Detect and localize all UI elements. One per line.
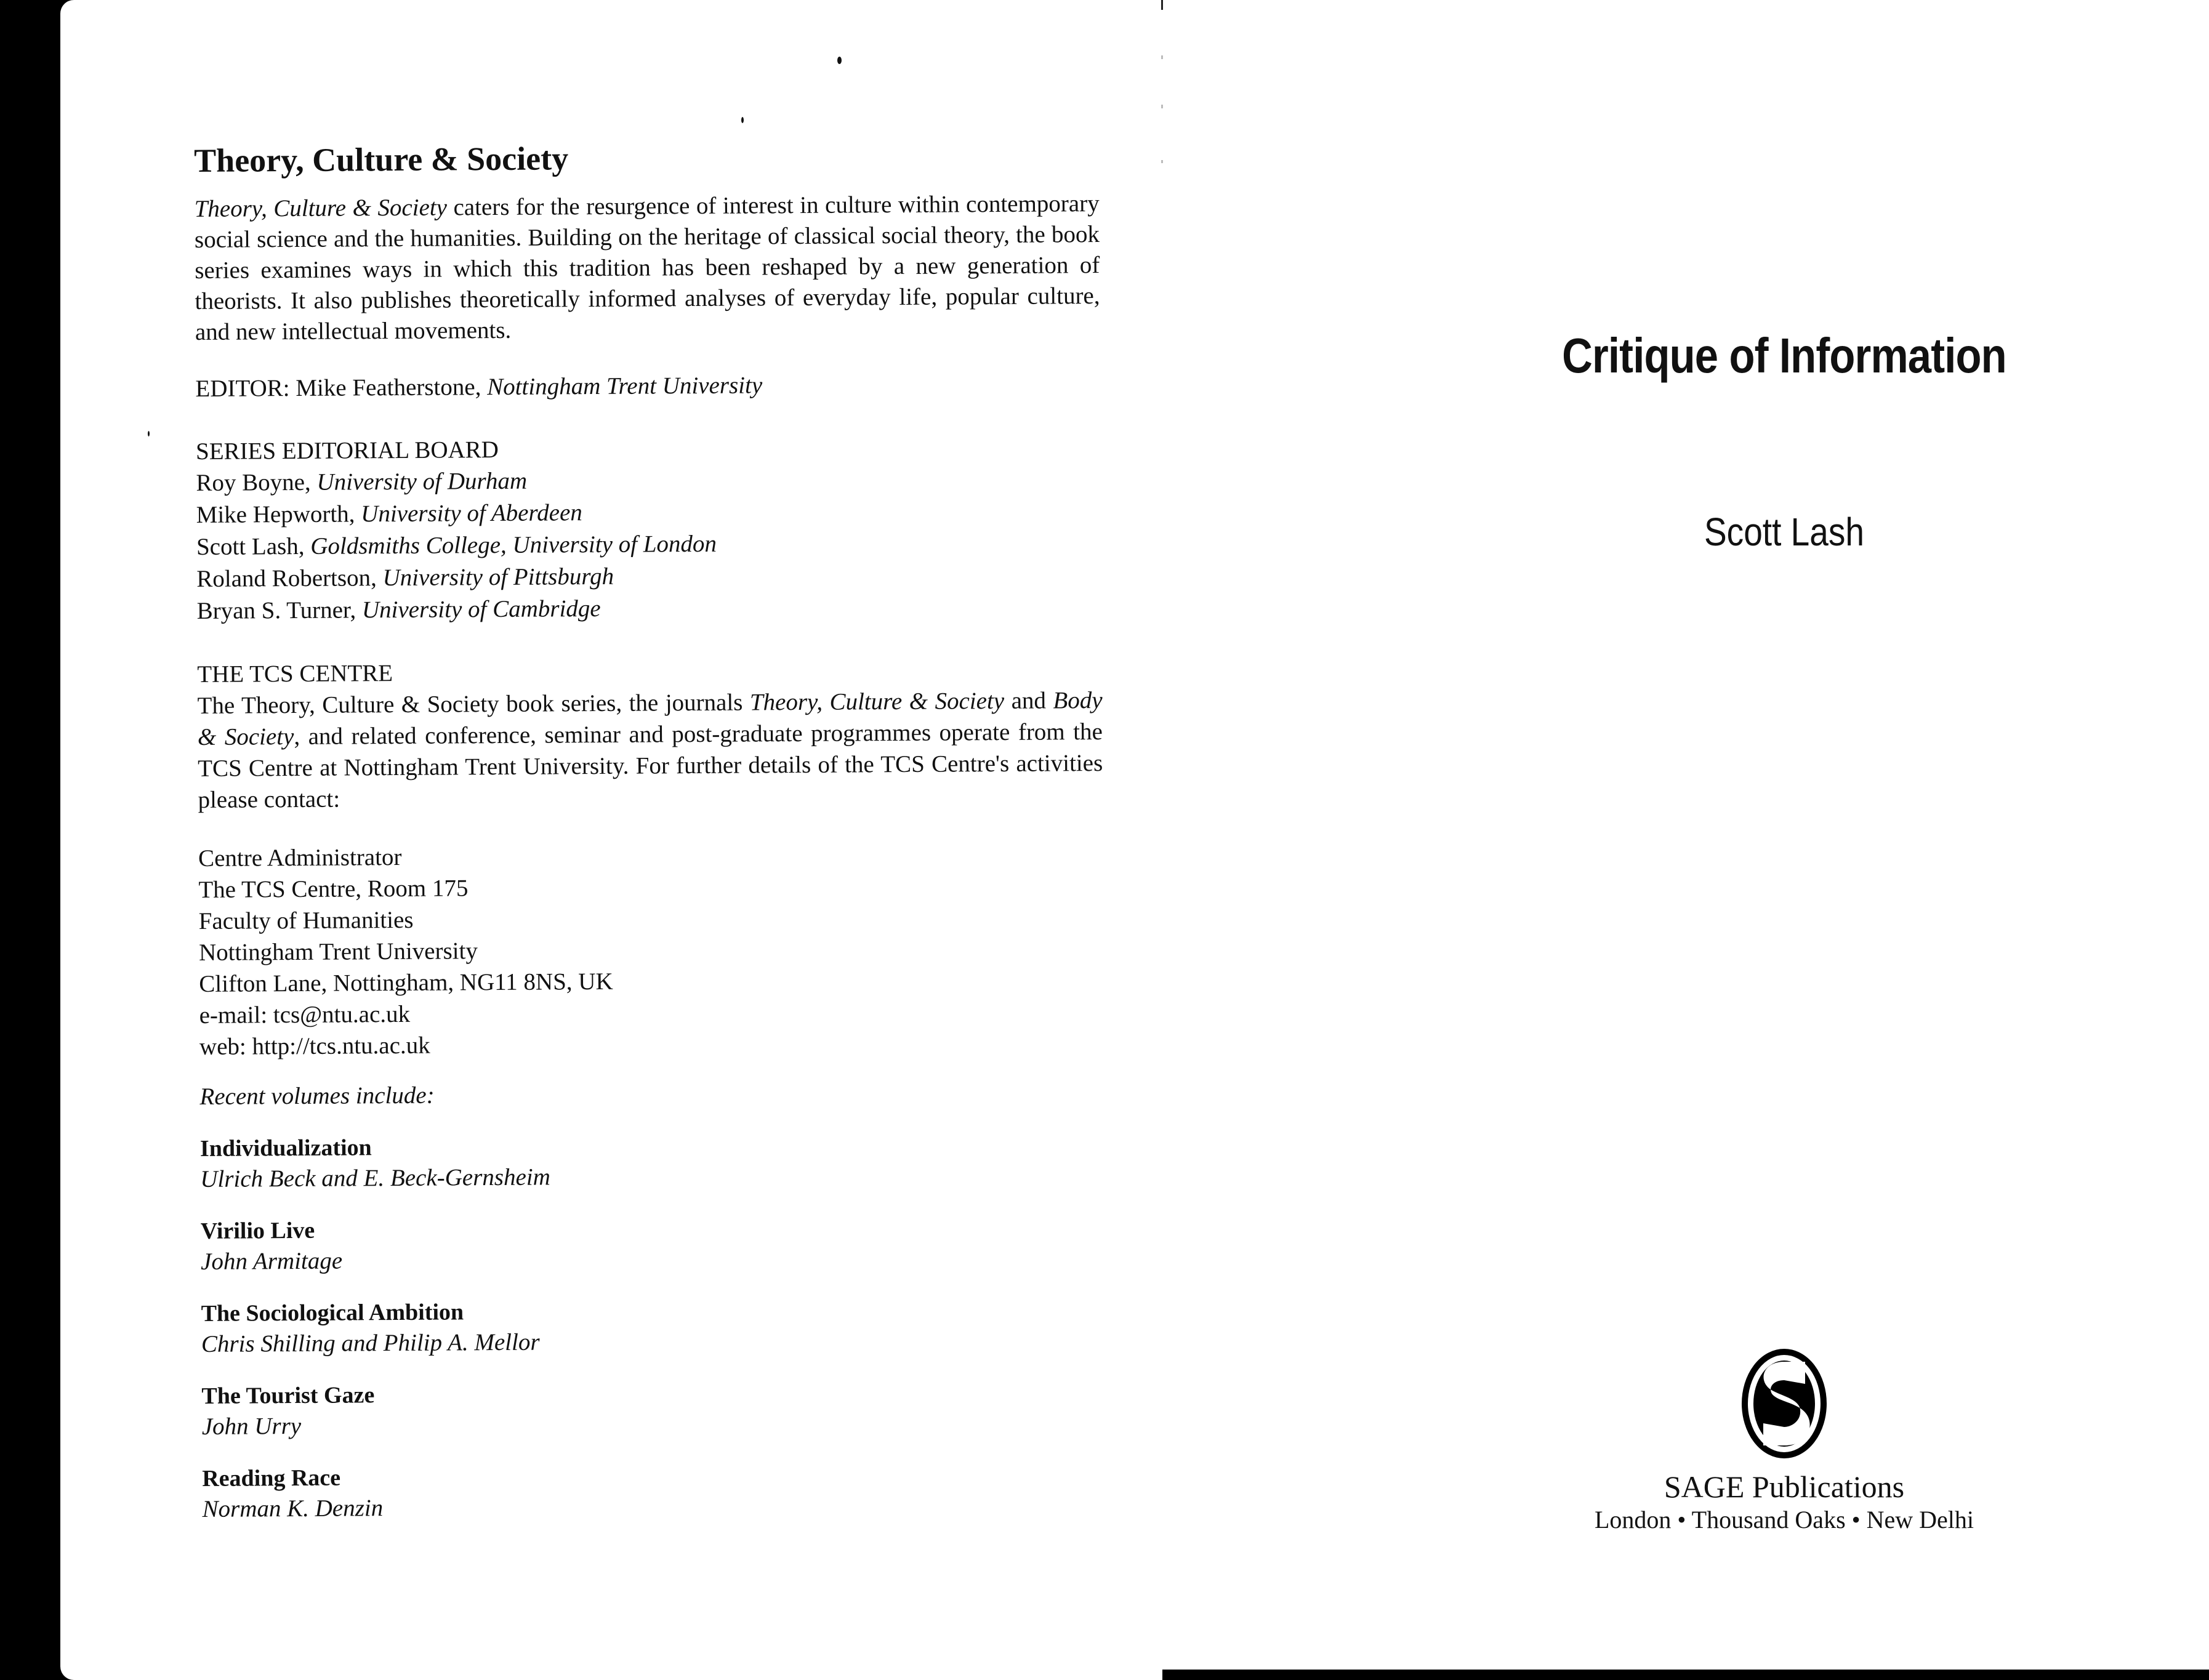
journal-title: Theory, Culture & Society <box>749 688 1005 716</box>
member-name: Mike Hepworth, <box>196 500 361 529</box>
volume-entry <box>201 1375 1107 1442</box>
sage-s-logo-icon <box>1741 1348 1827 1459</box>
volume-author: John Armitage <box>200 1247 343 1276</box>
board-member <box>196 558 1101 595</box>
blurb-italic-lead: Theory, Culture & Society <box>194 194 448 223</box>
book-title: Critique of Information <box>1562 328 2006 383</box>
board-list <box>196 462 1102 627</box>
blurb-text: caters for the resurgence of interest in culture within contemporary social science and the humanities. Building on the heritage of classical social theory, the book series examines ways in which this tradition has been reshaped by a new generation of theorists. It also publishes theoretically informed analyses of everyday life, popular culture, and new intellectual movements. <box>194 190 1100 346</box>
volume-title: The Tourist Gaze <box>201 1382 375 1410</box>
gutter-mark <box>1161 0 1163 10</box>
publisher-cities: London • Thousand Oaks • New Delhi <box>1594 1506 1974 1533</box>
publisher-name: SAGE Publications <box>1664 1469 1905 1504</box>
editor-line <box>195 368 1100 404</box>
member-name: Roland Robertson, <box>196 565 383 593</box>
volume-author: Ulrich Beck and E. Beck-Gernsheim <box>200 1164 550 1193</box>
scan-speck <box>837 57 842 64</box>
member-institution: University of Cambridge <box>361 595 601 624</box>
web-line: web: http://tcs.ntu.ac.uk <box>199 1032 430 1061</box>
address-line: Clifton Lane, Nottingham, NG11 8NS, UK <box>199 968 613 998</box>
editor-label: EDITOR: Mike Featherstone, <box>195 374 488 403</box>
volume-entry <box>201 1210 1106 1277</box>
board-member <box>196 494 1101 531</box>
gutter-mark <box>1161 160 1163 163</box>
board-member <box>196 526 1101 563</box>
member-institution: Goldsmiths College, University of London <box>310 531 717 560</box>
volume-entry <box>202 1458 1108 1525</box>
centre-text-1: The Theory, Culture & Society book series, the journals <box>197 689 750 720</box>
volume-title: Reading Race <box>202 1465 341 1492</box>
member-institution: University of Aberdeen <box>361 499 582 528</box>
left-page <box>194 137 1108 1525</box>
gutter-mark <box>1161 105 1163 108</box>
volume-title: Individualization <box>199 1135 372 1162</box>
gutter-mark <box>1161 55 1163 59</box>
scan-edge-shadow <box>1162 1670 2209 1680</box>
board-member <box>196 590 1101 627</box>
member-name: Scott Lash, <box>196 533 311 561</box>
volume-author: Norman K. Denzin <box>202 1495 384 1523</box>
board-heading: SERIES EDITORIAL BOARD <box>195 436 499 465</box>
address-line: Centre Administrator <box>198 844 402 872</box>
centre-description <box>197 685 1103 816</box>
journal-title: Body & Society <box>197 687 1103 751</box>
scan-speck <box>741 117 744 123</box>
volume-title: The Sociological Ambition <box>201 1299 464 1327</box>
contact-address <box>198 837 1104 1063</box>
board-member <box>196 462 1101 499</box>
volume-entry <box>200 1128 1106 1195</box>
address-line: Nottingham Trent University <box>198 938 478 967</box>
member-institution: University of Durham <box>316 468 528 496</box>
publisher-block <box>1476 1348 2092 1535</box>
member-name: Bryan S. Turner, <box>196 597 363 625</box>
series-blurb <box>195 188 1100 348</box>
address-line: The TCS Centre, Room 175 <box>198 875 469 904</box>
centre-heading: THE TCS CENTRE <box>197 660 393 688</box>
book-author: Scott Lash <box>1704 510 1865 554</box>
scan-speck <box>148 431 150 436</box>
member-institution: University of Pittsburgh <box>382 563 614 592</box>
centre-text-3: , and related conference, seminar and post-graduate programmes operate from the TCS Centre at Nottingham Trent University. For further details of the TCS Centre's activities please contact: <box>198 718 1103 814</box>
recent-volumes-label: Recent volumes include: <box>199 1082 435 1111</box>
volume-author: John Urry <box>201 1413 302 1441</box>
centre-text-2: and <box>1004 687 1053 715</box>
book-spread <box>60 0 2209 1680</box>
volume-title: Virilio Live <box>200 1218 315 1245</box>
volume-author: Chris Shilling and Philip A. Mellor <box>201 1328 540 1358</box>
email-line: e-mail: tcs@ntu.ac.uk <box>199 1001 411 1029</box>
volume-entry <box>201 1293 1106 1360</box>
series-title: Theory, Culture & Society <box>193 140 569 179</box>
right-page <box>1476 326 2092 556</box>
address-line: Faculty of Humanities <box>198 907 414 935</box>
editor-institution: Nottingham Trent University <box>487 372 763 401</box>
member-name: Roy Boyne, <box>196 469 317 497</box>
